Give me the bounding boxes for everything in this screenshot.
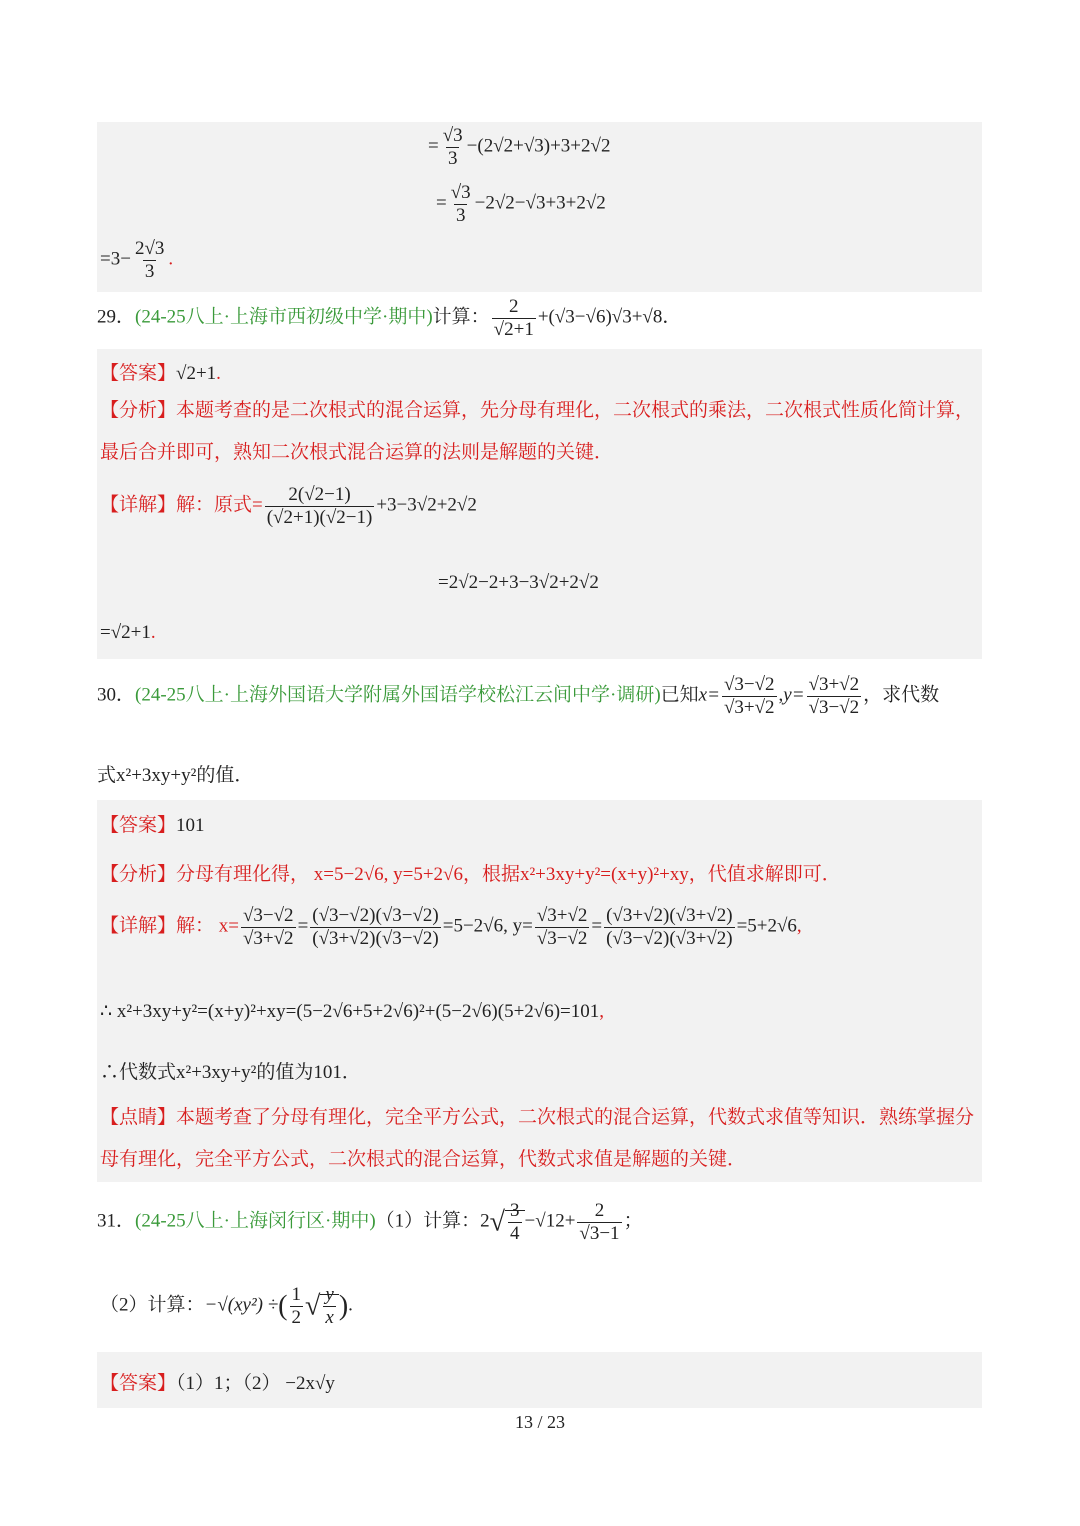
q31-part-2: （2）计算：−√(xy²) ÷( $\frac{1}{2}$ √ $\frac{y}{x}$ ).: [100, 1284, 353, 1328]
fraction: $\frac{√3}{3}$: [450, 182, 471, 226]
fraction: $\frac{2(√2-1)}{(√2+1)(√2-1)}$: [266, 484, 373, 528]
fraction: $\frac{3}{4}$: [510, 1200, 520, 1244]
detail-label: 【详解】: [100, 915, 177, 937]
q29-detail-line-3: =√2+1.: [100, 622, 156, 643]
analysis-label: 【分析】: [100, 400, 177, 421]
q31-answer: 【答案】（1）1；（2） −2x√y: [100, 1373, 335, 1394]
detail-label: 【详解】: [100, 494, 177, 516]
fraction: $\frac{(√3+√2)(√3+√2)}{(√3-√2)(√3+√2)}$: [606, 905, 733, 949]
radical: √ $\frac{3}{4}$: [490, 1200, 525, 1245]
prev-line-3: =3− $\frac{2√3}{3}$ .: [100, 238, 174, 282]
fraction: $\frac{1}{2}$: [291, 1284, 301, 1328]
fraction: $\frac{√3+√2}{√3-√2}$: [536, 905, 588, 949]
fraction: $\frac{√3-√2}{√3+√2}$: [242, 905, 294, 949]
q30-question: 30．(24-25八上·上海外国语大学附属外国语学校松江云间中学·调研)已知x= $\frac{√3-√2}{√3+√2}$ ,y= $\frac{√3+√2}{√3-√2}$ ，求代数: [97, 674, 940, 718]
fraction: $\frac{2}{√3-1}$: [579, 1200, 620, 1244]
q30-source: (24-25八上·上海外国语大学附属外国语学校松江云间中学·调研): [135, 684, 661, 706]
point-label: 【点睛】: [100, 1107, 177, 1128]
fraction: $\frac{√3}{3}$: [442, 125, 463, 169]
q29-detail: 【详解】解：原式= $\frac{2(√2-1)}{(√2+1)(√2-1)}$ +3−3√2+2√2: [100, 484, 477, 528]
answer-label: 【答案】: [100, 1373, 177, 1394]
q30-question-line-2: 式x²+3xy+y²的值．: [97, 765, 254, 786]
fraction: $\frac{√3-√2}{√3+√2}$: [723, 674, 775, 718]
q30-detail: 【详解】解： x= $\frac{√3-√2}{√3+√2}$ = $\frac{(√3-√2)(√3-√2)}{(√3+√2)(√3-√2)}$ =5−2√6, y= $\frac{√3+√2}{√3-√2}$ = $\frac{(√3+√2)(√3+√2)}{(√3-√2)(√3+√2)}$ =5+2√6,: [100, 905, 802, 949]
q31-question: 31．(24-25八上·上海闵行区·期中)（1）计算：2√ $\frac{3}{4}$ −√12+ $\frac{2}{√3-1}$ ；: [97, 1200, 643, 1244]
q30-detail-line-3: ∴代数式x²+3xy+y²的值为101．: [100, 1062, 361, 1083]
q29-answer: 【答案】√2+1.: [100, 363, 221, 384]
fraction: $\frac{√3+√2}{√3-√2}$: [808, 674, 860, 718]
fraction: $\frac{(√3-√2)(√3-√2)}{(√3+√2)(√3-√2)}$: [312, 905, 439, 949]
q30-analysis: 【分析】分母有理化得， x=5−2√6, y=5+2√6，根据x²+3xy+y²=(x+y)²+xy，代值求解即可．: [100, 864, 841, 885]
fraction: $\frac{2}{√2+1}$: [493, 296, 534, 340]
q30-detail-line-2: ∴ x²+3xy+y²=(x+y)²+xy=(5−2√6+5+2√6)²+(5−2√6)(5+2√6)=101,: [100, 1001, 605, 1022]
q29-detail-line-2: =2√2−2+3−3√2+2√2: [438, 572, 599, 593]
prev-line-1: = $\frac{√3}{3}$ −(2√2+√3)+3+2√2: [428, 125, 611, 169]
radical: √ $\frac{y}{x}$: [305, 1284, 339, 1329]
q30-point: 【点睛】本题考查了分母有理化，完全平方公式，二次根式的混合运算，代数式求值等知识．熟练掌握分母有理化，完全平方公式，二次根式的混合运算，代数式求值是解题的关键．: [100, 1107, 975, 1170]
page-number: 13 / 23: [514, 1412, 565, 1432]
fraction: $\frac{2√3}{3}$: [134, 238, 165, 282]
q30-answer: 【答案】101: [100, 815, 205, 836]
prev-line-2: = $\frac{√3}{3}$ −2√2−√3+3+2√2: [436, 182, 606, 226]
q29-source: (24-25八上·上海市西初级中学·期中): [135, 306, 433, 328]
answer-label: 【答案】: [100, 815, 177, 836]
q29-question: 29．(24-25八上·上海市西初级中学·期中)计算： $\frac{2}{√2+1}$ +(√3−√6)√3+√8．: [97, 296, 682, 340]
fraction: $\frac{y}{x}$: [325, 1284, 334, 1328]
answer-label: 【答案】: [100, 363, 177, 384]
q29-analysis: 【分析】本题考查的是二次根式的混合运算，先分母有理化，二次根式的乘法，二次根式性质化简计算，最后合并即可，熟知二次根式混合运算的法则是解题的关键．: [100, 400, 975, 463]
analysis-label: 【分析】: [100, 864, 177, 885]
q31-source: (24-25八上·上海闵行区·期中): [135, 1210, 376, 1232]
